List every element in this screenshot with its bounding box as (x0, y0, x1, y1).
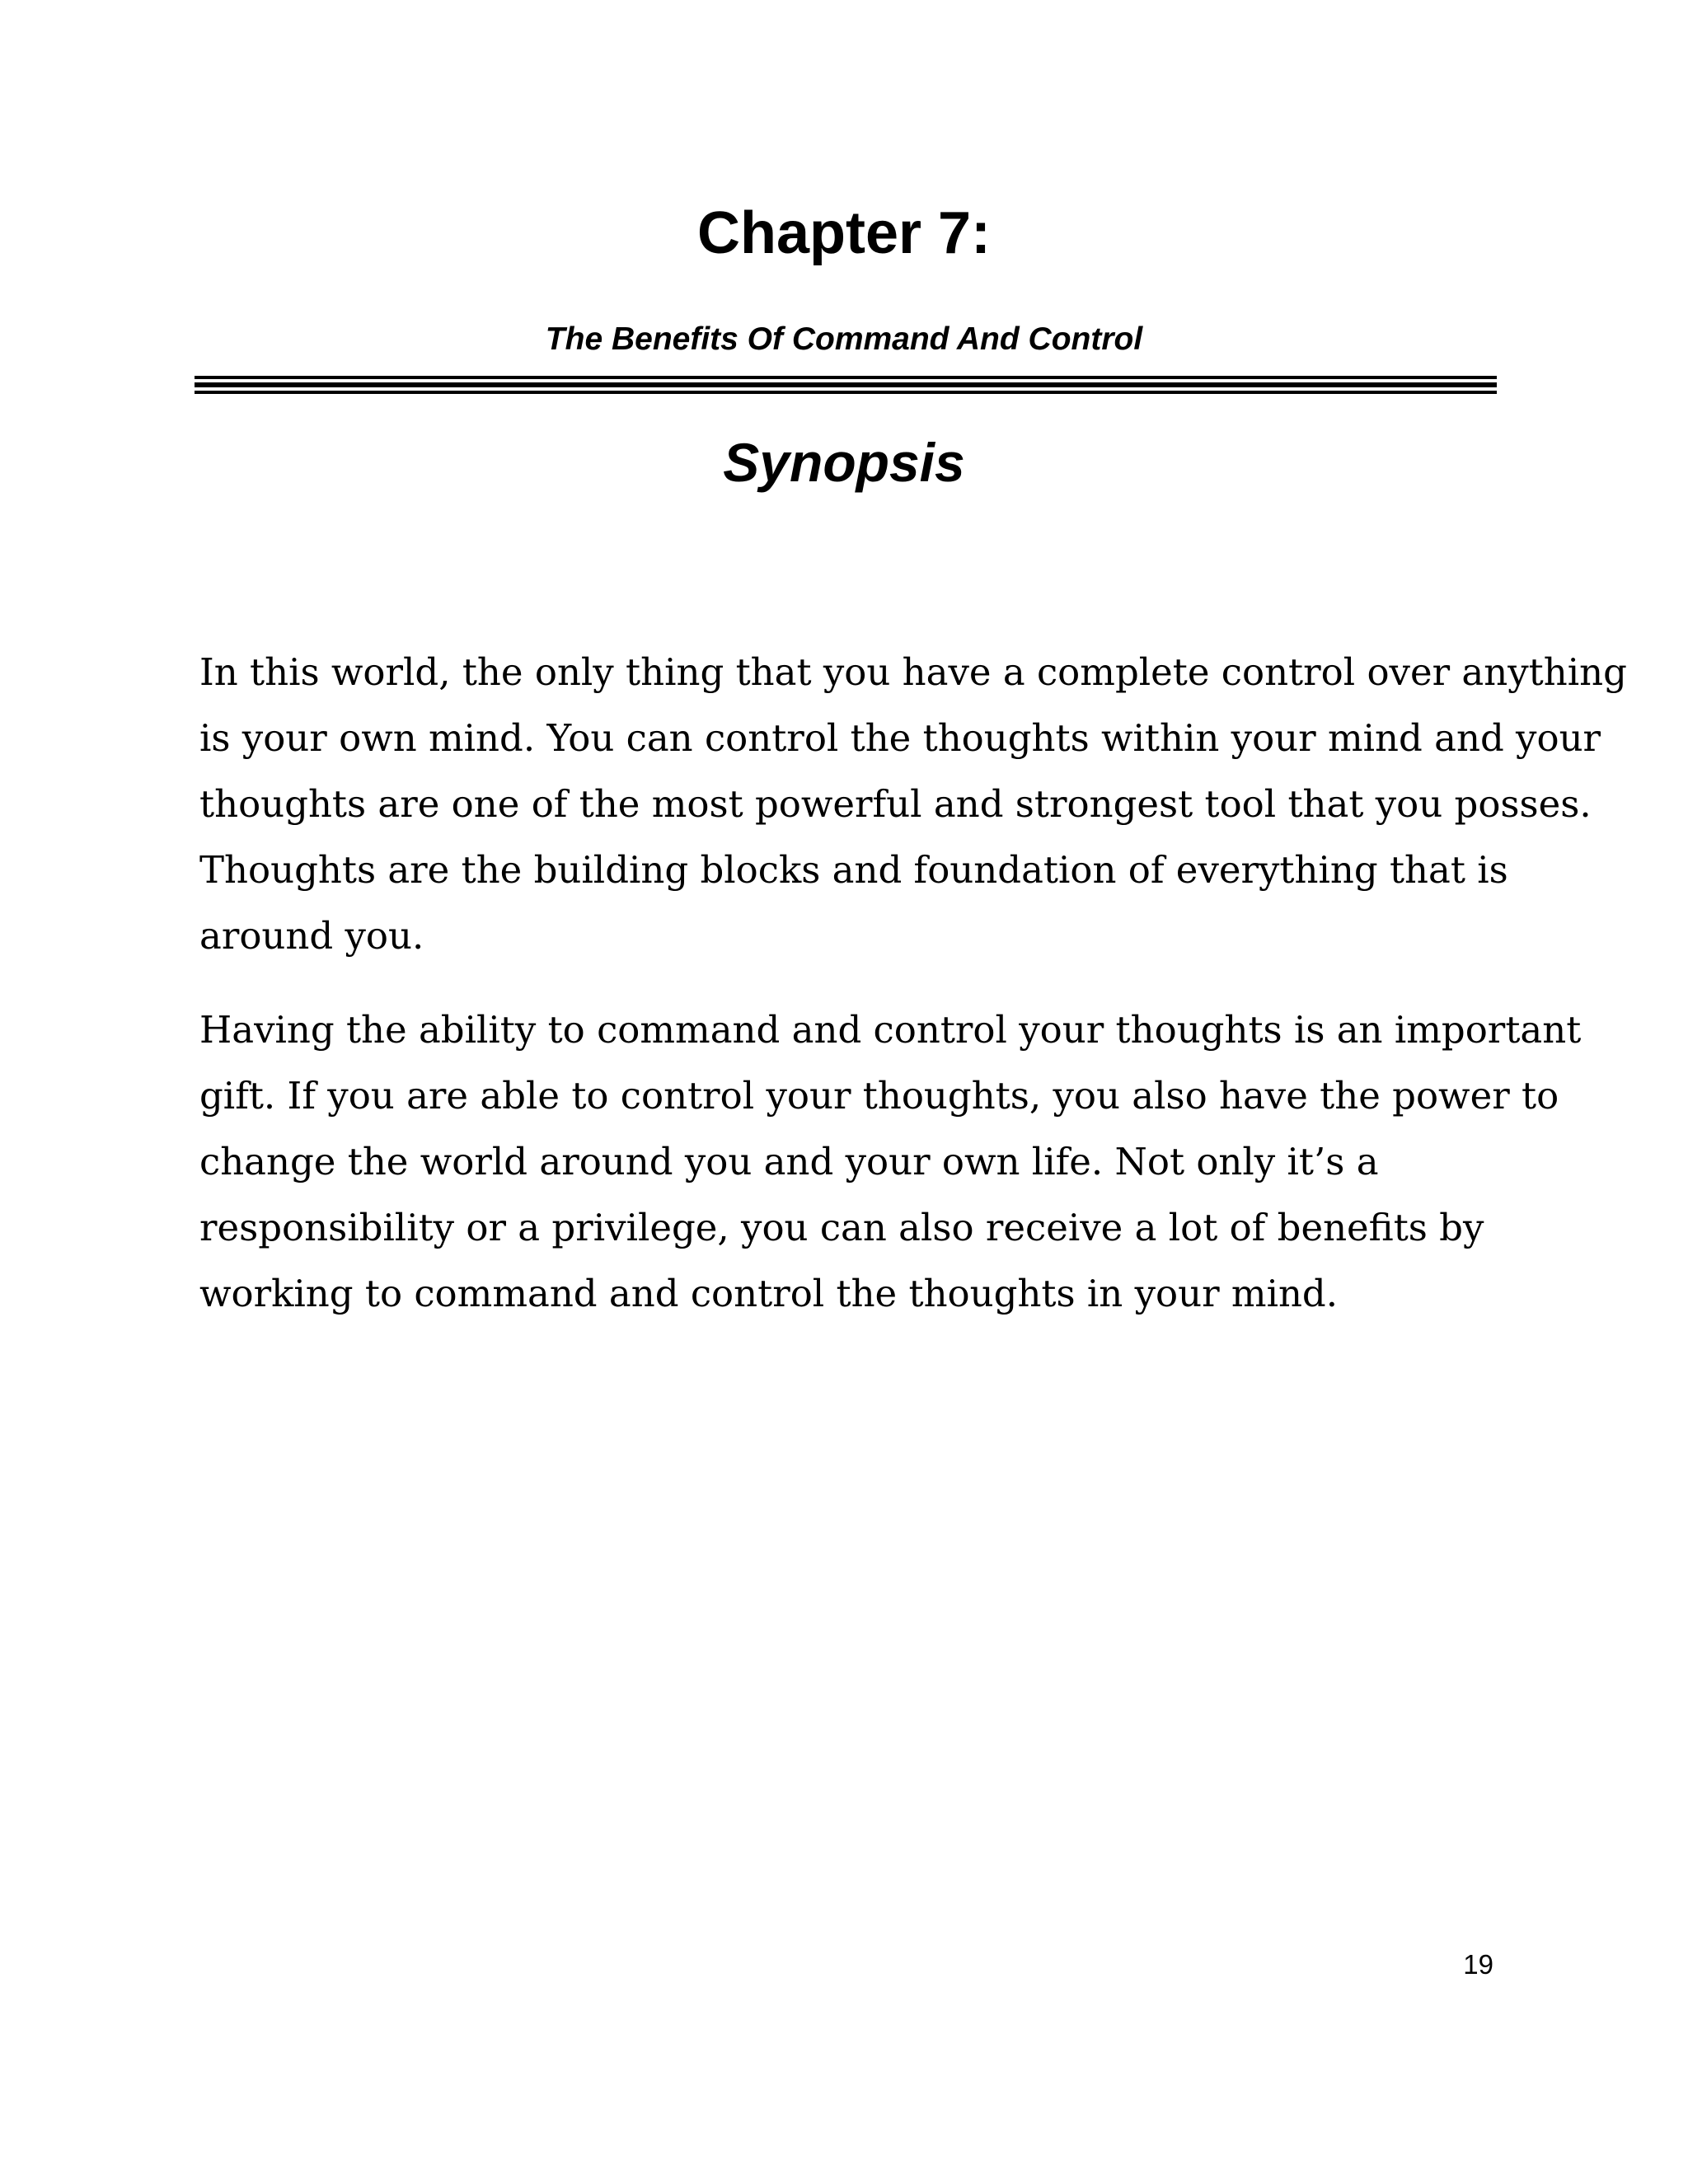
text-line: working to command and control the thoughts in your mind. (199, 1272, 1339, 1315)
paragraph-1 (199, 640, 1627, 969)
section-heading: Synopsis (723, 432, 965, 493)
divider-line-bottom (195, 391, 1497, 394)
text-line: Thoughts are the building blocks and foundation of everything that is (199, 848, 1508, 892)
divider-line-middle (195, 382, 1497, 387)
chapter-title: Chapter 7: (696, 200, 992, 266)
text-line: is your own mind. You can control the thoughts within your mind and your (199, 716, 1601, 760)
text-line: thoughts are one of the most powerful and strongest tool that you posses. (199, 782, 1592, 826)
text-line: around you. (199, 914, 424, 958)
text-line: gift. If you are able to control your thoughts, you also have the power to (199, 1074, 1559, 1118)
body-text (199, 640, 1627, 1355)
text-line: responsibility or a privilege, you can also receive a lot of benefits by (199, 1206, 1484, 1249)
divider-line-top (195, 376, 1497, 379)
page-number: 19 (1463, 1949, 1493, 1980)
chapter-subtitle: The Benefits Of Command And Control (545, 321, 1143, 357)
text-line: change the world around you and your own life. Not only it’s a (199, 1140, 1379, 1183)
paragraph-2 (199, 997, 1582, 1327)
text-line: In this world, the only thing that you have a complete control over anything (199, 650, 1627, 694)
text-line: Having the ability to command and control your thoughts is an important (199, 1008, 1582, 1052)
